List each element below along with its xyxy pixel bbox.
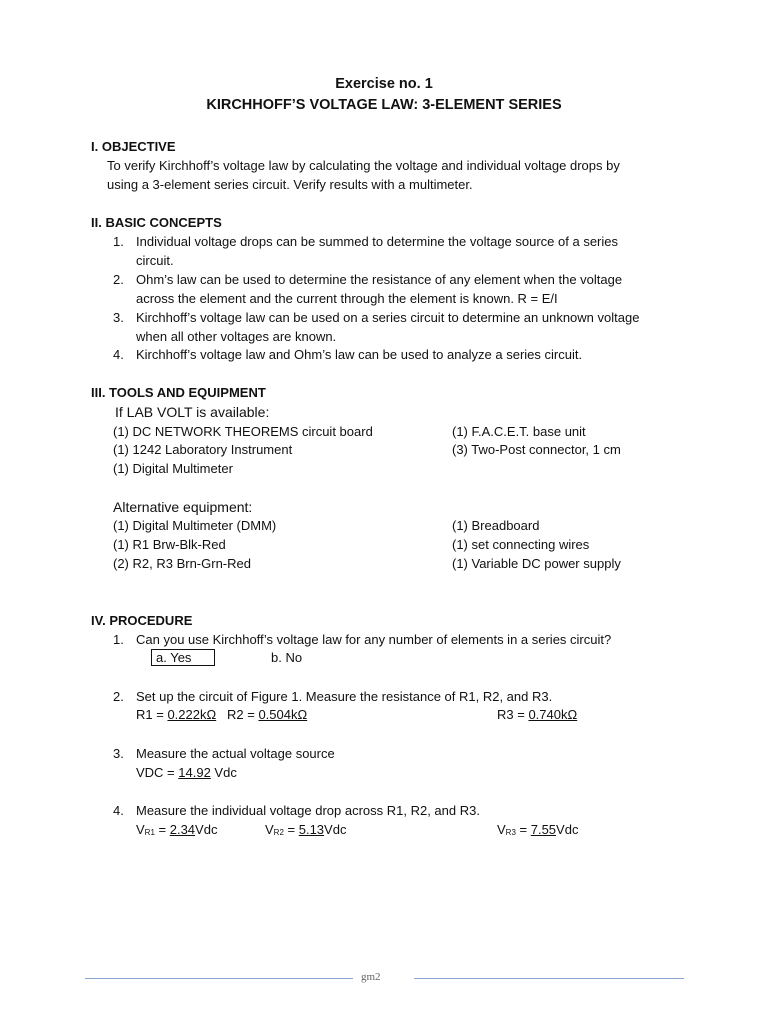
vdc-measurement xyxy=(136,765,237,780)
vr1-value: 2.34 xyxy=(169,822,196,837)
answer-option-a-selected: a. Yes xyxy=(151,649,215,666)
vr1-unit: Vdc xyxy=(195,822,218,837)
vr2-value: 5.13 xyxy=(298,822,325,837)
vdc-label: VDC = xyxy=(136,765,179,780)
r3-value: 0.740kΩ xyxy=(528,707,578,722)
concept-text: Kirchhoff’s voltage law can be used on a series circuit to determine an unknown voltage xyxy=(136,310,640,325)
r3-label: R3 = xyxy=(497,707,529,722)
footer-text: gm2 xyxy=(361,971,381,983)
labvolt-heading: If LAB VOLT is available: xyxy=(115,404,270,420)
concept-number: 3. xyxy=(113,310,124,325)
equipment-item: (1) R1 Brw-Blk-Red xyxy=(113,537,226,552)
procedure-number: 1. xyxy=(113,632,124,647)
procedure-question: Can you use Kirchhoff’s voltage law for any number of elements in a series circuit? xyxy=(136,632,612,647)
r2-value: 0.504kΩ xyxy=(258,707,308,722)
r1-value: 0.222kΩ xyxy=(167,707,217,722)
procedure-heading: IV. PROCEDURE xyxy=(91,613,193,628)
vr3-equals: = xyxy=(515,822,531,837)
concept-text: Ohm’s law can be used to determine the resistance of any element when the voltage xyxy=(136,272,623,287)
concepts-heading: II. BASIC CONCEPTS xyxy=(91,215,222,230)
vr3-measurement xyxy=(497,822,578,837)
procedure-number: 2. xyxy=(113,689,124,704)
r2-label: R2 = xyxy=(227,707,259,722)
r1-measurement xyxy=(136,707,216,722)
vdc-value: 14.92 xyxy=(178,765,211,780)
concept-text: Kirchhoff’s voltage law and Ohm’s law can be used to analyze a series circuit. xyxy=(136,347,583,362)
equipment-item: (1) set connecting wires xyxy=(452,537,590,552)
alternative-heading: Alternative equipment: xyxy=(113,499,253,515)
equipment-item: (1) Variable DC power supply xyxy=(452,556,621,571)
exercise-number: Exercise no. 1 xyxy=(335,76,433,92)
vr1-subscript: R1 xyxy=(144,828,155,837)
vdc-unit: Vdc xyxy=(210,765,237,780)
objective-line-1: To verify Kirchhoff’s voltage law by calculating the voltage and individual voltage drops by xyxy=(107,158,620,173)
procedure-number: 3. xyxy=(113,746,124,761)
concept-text: across the element and the current through the element is known. R = E/I xyxy=(136,291,558,306)
vr1-symbol: V xyxy=(136,822,145,837)
equipment-item: (1) Digital Multimeter xyxy=(113,461,233,476)
concept-text: when all other voltages are known. xyxy=(136,329,337,344)
r2-measurement xyxy=(227,707,307,722)
vr3-subscript: R3 xyxy=(505,828,516,837)
concept-number: 4. xyxy=(113,347,124,362)
vr3-symbol: V xyxy=(497,822,506,837)
vr2-measurement xyxy=(265,822,346,837)
page-title: KIRCHHOFF’S VOLTAGE LAW: 3-ELEMENT SERIES xyxy=(206,97,562,113)
footer-rule-right xyxy=(414,978,684,979)
vr2-subscript: R2 xyxy=(273,828,284,837)
concept-text: circuit. xyxy=(136,253,174,268)
concept-number: 2. xyxy=(113,272,124,287)
concept-text: Individual voltage drops can be summed to determine the voltage source of a series xyxy=(136,234,618,249)
vr2-symbol: V xyxy=(265,822,274,837)
procedure-question: Set up the circuit of Figure 1. Measure the resistance of R1, R2, and R3. xyxy=(136,689,553,704)
tools-heading: III. TOOLS AND EQUIPMENT xyxy=(91,385,266,400)
r1-label: R1 = xyxy=(136,707,168,722)
answer-option-b: b. No xyxy=(271,650,303,665)
vr2-equals: = xyxy=(283,822,299,837)
r3-measurement xyxy=(497,707,577,722)
equipment-item: (1) DC NETWORK THEOREMS circuit board xyxy=(113,424,373,439)
vr3-value: 7.55 xyxy=(530,822,557,837)
vr3-unit: Vdc xyxy=(556,822,579,837)
objective-heading: I. OBJECTIVE xyxy=(91,139,176,154)
vr1-equals: = xyxy=(154,822,170,837)
equipment-item: (1) Digital Multimeter (DMM) xyxy=(113,518,277,533)
equipment-item: (2) R2, R3 Brn-Grn-Red xyxy=(113,556,251,571)
procedure-number: 4. xyxy=(113,803,124,818)
footer-rule-left xyxy=(85,978,353,979)
vr1-measurement xyxy=(136,822,217,837)
concept-number: 1. xyxy=(113,234,124,249)
equipment-item: (1) F.A.C.E.T. base unit xyxy=(452,424,586,439)
procedure-question: Measure the individual voltage drop across R1, R2, and R3. xyxy=(136,803,480,818)
vr2-unit: Vdc xyxy=(324,822,347,837)
equipment-item: (1) 1242 Laboratory Instrument xyxy=(113,442,293,457)
equipment-item: (3) Two-Post connector, 1 cm xyxy=(452,442,621,457)
objective-line-2: using a 3-element series circuit. Verify results with a multimeter. xyxy=(107,177,473,192)
procedure-question: Measure the actual voltage source xyxy=(136,746,335,761)
equipment-item: (1) Breadboard xyxy=(452,518,540,533)
